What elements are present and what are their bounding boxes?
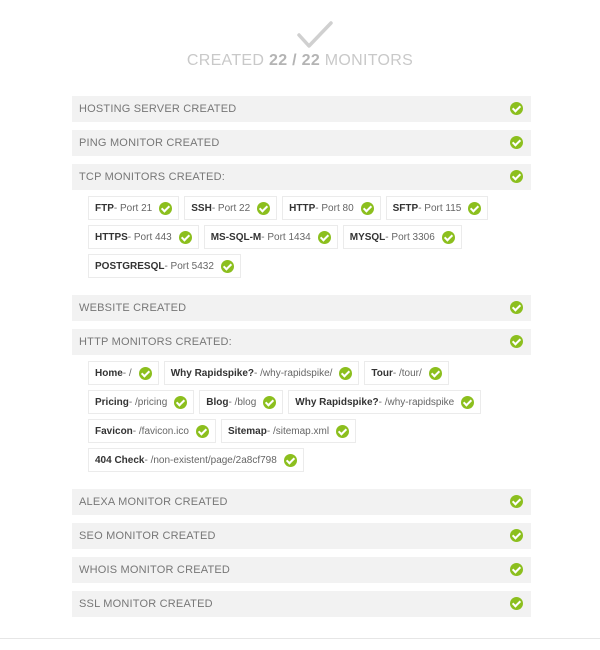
tag-name: Blog (206, 396, 229, 408)
section-http (72, 329, 531, 481)
check-circle-icon (174, 396, 187, 409)
tag-detail: - /why-rapidspike (378, 396, 455, 408)
tag-detail: - /pricing (128, 396, 168, 408)
http-tag (199, 390, 283, 414)
section-label: PING MONITOR CREATED (79, 137, 220, 149)
tag-name: Sitemap (227, 425, 267, 437)
check-circle-icon (510, 529, 523, 542)
section-label: SEO MONITOR CREATED (79, 530, 216, 542)
section-whois (72, 557, 531, 583)
check-circle-icon (510, 597, 523, 610)
check-circle-icon (510, 335, 523, 348)
tag-detail: - /sitemap.xml (266, 425, 330, 437)
section-bar (72, 164, 531, 190)
section-label: TCP MONITORS CREATED: (79, 171, 225, 183)
tag-row (88, 196, 531, 220)
tag-detail: - Port 22 (211, 202, 251, 214)
tag-name: Favicon (95, 425, 133, 437)
tag-row (88, 361, 531, 385)
tag-detail: - /why-rapidspike/ (254, 367, 333, 379)
title-count: 22 / 22 (269, 52, 321, 69)
tag-name: HTTPS (95, 231, 128, 243)
check-circle-icon (336, 425, 349, 438)
section-label: HOSTING SERVER CREATED (79, 103, 237, 115)
check-circle-icon (468, 202, 481, 215)
tag-detail: - Port 115 (418, 202, 462, 214)
tag-detail: - / (122, 367, 132, 379)
check-circle-icon (339, 367, 352, 380)
tag-name: SSH (191, 202, 212, 214)
section-ping (72, 130, 531, 156)
http-tags (72, 355, 531, 481)
page-title (0, 52, 600, 70)
tag-name: HTTP (289, 202, 316, 214)
section-label: SSL MONITOR CREATED (79, 598, 213, 610)
tcp-tag (282, 196, 380, 220)
tag-detail: - Port 1434 (261, 231, 311, 243)
check-circle-icon (442, 231, 455, 244)
tcp-tag (184, 196, 277, 220)
check-circle-icon (179, 231, 192, 244)
section-bar (72, 489, 531, 515)
check-circle-icon (221, 260, 234, 273)
tag-name: Pricing (95, 396, 129, 408)
http-tag (88, 361, 159, 385)
section-tcp (72, 164, 531, 287)
check-circle-icon (461, 396, 474, 409)
section-label: WEBSITE CREATED (79, 302, 187, 314)
http-tag (164, 361, 360, 385)
tag-name: MS-SQL-M (210, 231, 262, 243)
tag-detail: - /non-existent/page/2a8cf798 (144, 454, 277, 466)
tag-name: Home (95, 367, 123, 379)
http-tag (221, 419, 356, 443)
section-hosting (72, 96, 531, 122)
check-circle-icon (510, 136, 523, 149)
section-alexa (72, 489, 531, 515)
tag-row (88, 448, 531, 472)
tcp-tag (88, 254, 241, 278)
section-bar (72, 523, 531, 549)
check-circle-icon (196, 425, 209, 438)
section-label: ALEXA MONITOR CREATED (79, 496, 228, 508)
check-circle-icon (284, 454, 297, 467)
tag-name: POSTGRESQL (95, 260, 165, 272)
check-circle-icon (510, 495, 523, 508)
tag-row (88, 390, 531, 414)
http-tag (364, 361, 448, 385)
tag-detail: - Port 21 (113, 202, 153, 214)
check-circle-icon (510, 170, 523, 183)
tcp-tag (386, 196, 489, 220)
check-circle-icon (263, 396, 276, 409)
check-circle-icon (139, 367, 152, 380)
tag-name: Why Rapidspike? (295, 396, 379, 408)
check-circle-icon (510, 563, 523, 576)
check-circle-icon (318, 231, 331, 244)
tag-detail: - Port 443 (127, 231, 172, 243)
tag-row (88, 225, 531, 249)
tag-row (88, 419, 531, 443)
tcp-tag (88, 225, 199, 249)
tag-name: SFTP (392, 202, 419, 214)
http-tag (88, 390, 194, 414)
check-circle-icon (510, 102, 523, 115)
tag-name: 404 Check (95, 454, 145, 466)
section-bar (72, 557, 531, 583)
section-seo (72, 523, 531, 549)
tag-name: Why Rapidspike? (170, 367, 255, 379)
tag-detail: - Port 80 (315, 202, 354, 214)
tag-row (88, 254, 531, 278)
tcp-tag (204, 225, 338, 249)
section-ssl (72, 591, 531, 617)
footer-divider (0, 638, 600, 639)
tag-detail: - /blog (228, 396, 257, 408)
section-bar (72, 130, 531, 156)
big-check-icon (296, 20, 334, 50)
tag-detail: - Port 5432 (164, 260, 214, 272)
http-tag (88, 448, 304, 472)
section-bar (72, 96, 531, 122)
check-circle-icon (361, 202, 374, 215)
section-bar (72, 591, 531, 617)
tag-detail: - /tour/ (392, 367, 422, 379)
section-bar (72, 329, 531, 355)
tag-name: Tour (371, 367, 393, 379)
section-bar (72, 295, 531, 321)
tag-detail: - /favicon.ico (132, 425, 189, 437)
tag-detail: - Port 3306 (385, 231, 435, 243)
tag-name: FTP (95, 202, 114, 214)
section-website (72, 295, 531, 321)
tag-name: MYSQL (349, 231, 386, 243)
check-circle-icon (429, 367, 442, 380)
tcp-tag (88, 196, 179, 220)
title-prefix: CREATED (186, 52, 265, 69)
check-circle-icon (159, 202, 172, 215)
section-label: WHOIS MONITOR CREATED (79, 564, 231, 576)
tcp-tags (72, 190, 531, 287)
check-circle-icon (257, 202, 270, 215)
title-suffix: MONITORS (324, 52, 414, 69)
tcp-tag (343, 225, 462, 249)
http-tag (288, 390, 481, 414)
section-label: HTTP MONITORS CREATED: (79, 336, 232, 348)
http-tag (88, 419, 216, 443)
check-circle-icon (510, 301, 523, 314)
monitor-list (72, 96, 531, 625)
